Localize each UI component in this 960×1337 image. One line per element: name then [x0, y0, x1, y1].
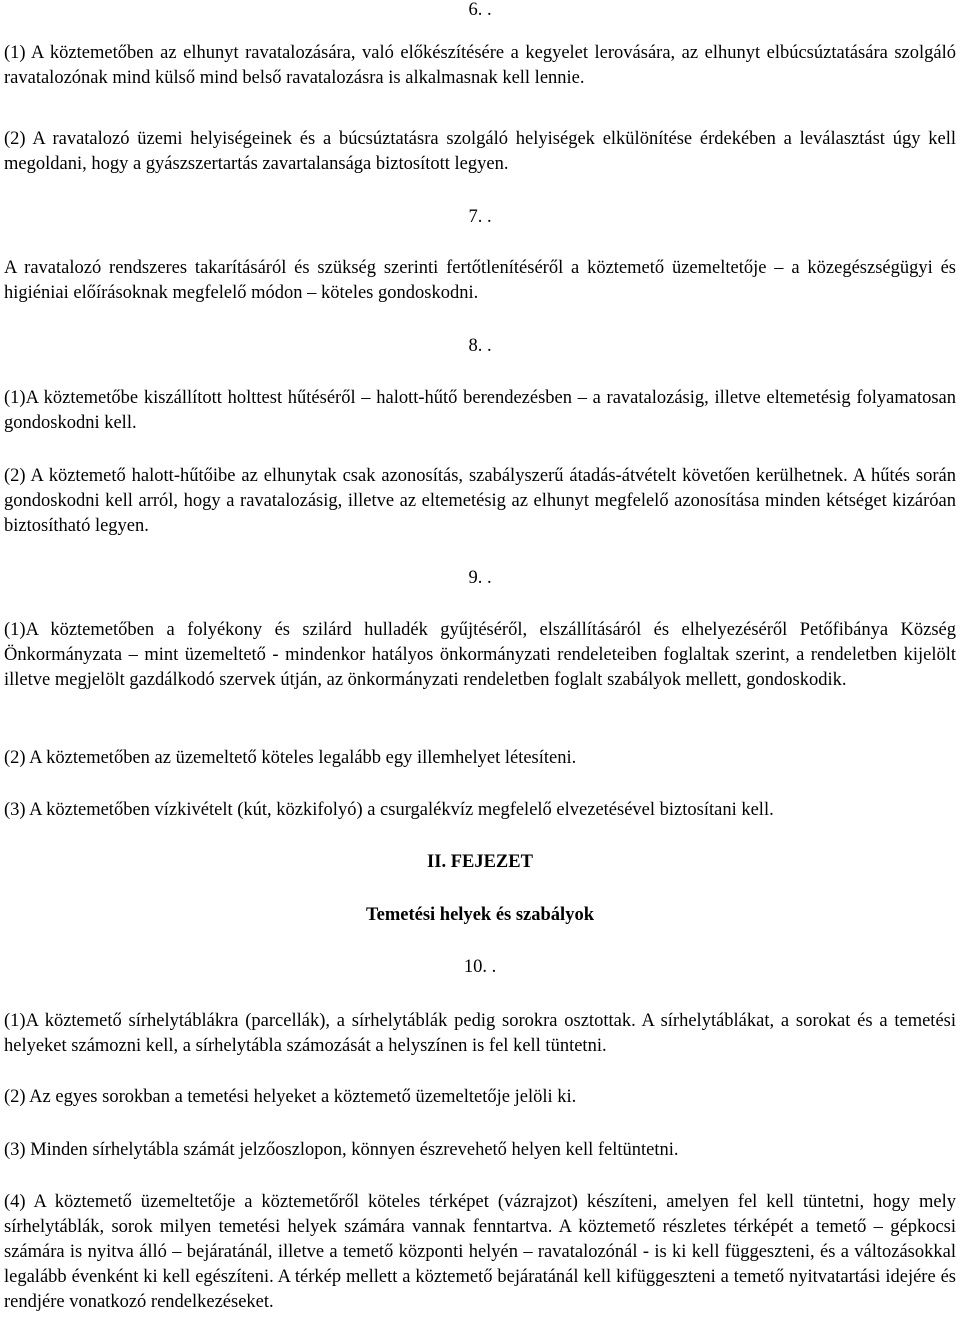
section-10-paragraph-4: (4) A köztemető üzemeltetője a köztemetőről köteles térképet (vázrajzot) készíteni, amelyen fel kell tüntetni, hogy mely sírhelytáblák, sorok milyen temetési helyek számára vannak fenntartva. A köztemető részletes térképét a temető – gépkocsi számára is nyitva álló – bejáratánál, illetve a temető központi helyén – ravatalozónál - is ki kell függeszteni, és a változásokkal legalább évenként ki kell egészíteni. A térkép mellett a köztemető bejáratánál kell kifüggeszteni a temető nyitvatartási idejére és rendjére vonatkozó rendelkezéseket.	[4, 1192, 956, 1312]
section-9-paragraph-2: (2) A köztemetőben az üzemeltető köteles legalább egy illemhelyet létesíteni.	[4, 748, 577, 768]
section-8-paragraph-2: (2) A köztemető halott-hűtőibe az elhunytak csak azonosítás, szabályszerű átadás-átvételt követően kerülhetnek. A hűtés során gondoskodni kell arról, hogy a ravatalozásig, illetve az eltemetésig az elhunyt megfelelő azonosítása minden kétséget kizáróan biztosítható legyen.	[4, 466, 956, 536]
section-7-title: 7. .	[468, 207, 492, 227]
chapter-title: II. FEJEZET	[427, 852, 533, 872]
section-10-paragraph-3: (3) Minden sírhelytábla számát jelzőoszlopon, könnyen észrevehető helyen kell feltüntetni.	[4, 1140, 679, 1160]
section-7-paragraph-1: A ravatalozó rendszeres takarításáról és szükség szerinti fertőtlenítéséről a köztemető üzemeltetője – a közegészségügyi és higiéniai előírásoknak megfelelő módon – köteles gondoskodni.	[4, 258, 956, 303]
section-8-title: 8. .	[468, 336, 492, 356]
section-10-title: 10. .	[463, 957, 497, 977]
section-9-paragraph-3: (3) A köztemetőben vízkivételt (kút, közkifolyó) a csurgalékvíz megfelelő elvezetésével biztosítani kell.	[4, 800, 774, 820]
section-9-title: 9. .	[468, 568, 492, 588]
section-6-title: 6. .	[468, 0, 492, 20]
section-8-paragraph-1: (1)A köztemetőbe kiszállított holttest hűtéséről – halott-hűtő berendezésben – a ravatalozásig, illetve eltemetésig folyamatosan gondoskodni kell.	[4, 388, 956, 433]
section-10-paragraph-1: (1)A köztemető sírhelytáblákra (parcellák), a sírhelytáblák pedig sorokra osztottak. A sírhelytáblákat, a sorokat és a temetési helyeket számozni kell, a sírhelytábla számozását a helyszínen is fel kell tüntetni.	[4, 1011, 956, 1056]
chapter-subtitle: Temetési helyek és szabályok	[366, 905, 594, 925]
section-10-paragraph-2: (2) Az egyes sorokban a temetési helyeket a köztemető üzemeltetője jelöli ki.	[4, 1087, 577, 1107]
section-6-paragraph-1: (1) A köztemetőben az elhunyt ravatalozására, való előkészítésére a kegyelet lerovására, az elhunyt elbúcsúztatására szolgáló ravatalozónak mind külső mind belső ravatalozásra is alkalmasnak kell lennie.	[4, 43, 956, 88]
section-6-paragraph-2: (2) A ravatalozó üzemi helyiségeinek és a búcsúztatásra szolgáló helyiségek elkülönítése érdekében a leválasztást úgy kell megoldani, hogy a gyászszertartás zavartalansága biztosított legyen.	[4, 129, 956, 174]
section-9-paragraph-1: (1)A köztemetőben a folyékony és szilárd hulladék gyűjtéséről, elszállításáról és elhelyezéséről Petőfibánya Község Önkormányzata – mint üzemeltető - mindenkor hatályos önkormányzati rendeleteiben foglaltak szerint, a rendeletben kijelölt illetve megjelölt gazdálkodó szervek útján, az önkormányzati rendeletben foglalt szabályok mellett, gondoskodik.	[4, 620, 956, 690]
